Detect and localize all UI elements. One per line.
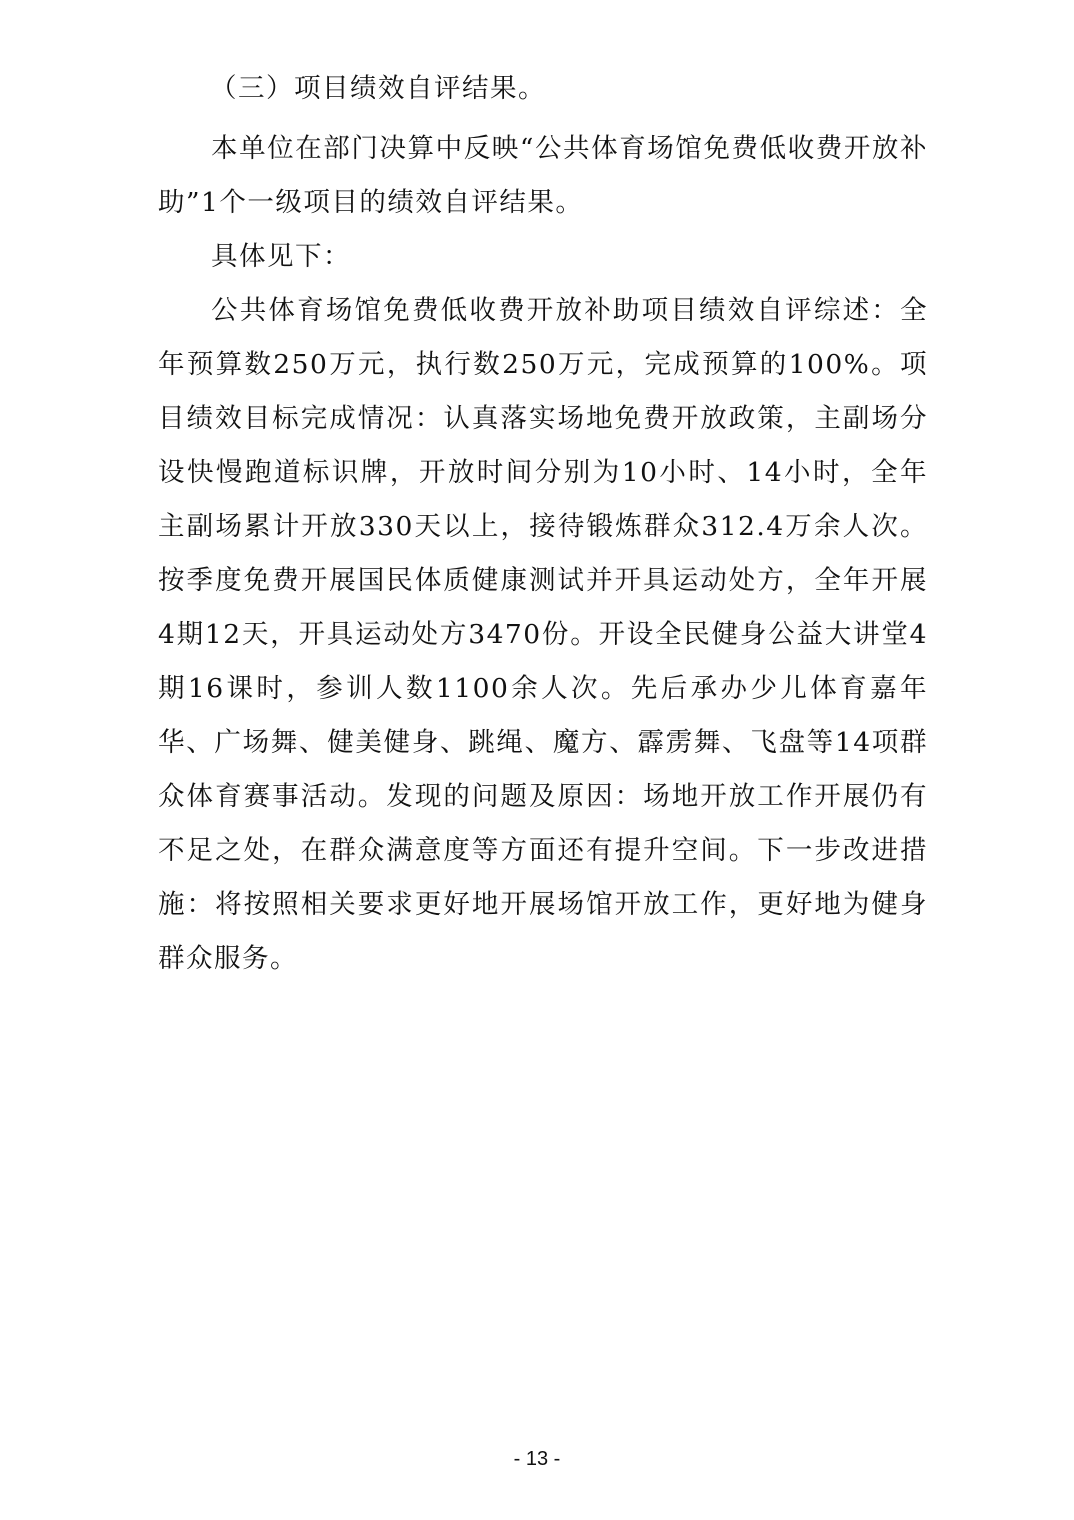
paragraph-project-summary: 公共体育场馆免费低收费开放补助项目绩效自评综述：全年预算数250万元，执行数250万元，完成预算的100%。项目绩效目标完成情况：认真落实场地免费开放政策，主副场分设快慢跑道标识牌，开放时间分别为10小时、14小时，全年主副场累计开放330天以上，接待锻炼群众312.4万余人次。按季度免费开展国民体质健康测试并开具运动处方，全年开展4期12天，开具运动处方3470份。开设全民健身公益大讲堂4期16课时，参训人数1100余人次。先后承办少儿体育嘉年华、广场舞、健美健身、跳绳、魔方、霹雳舞、飞盘等14项群众体育赛事活动。发现的问题及原因：场地开放工作开展仍有不足之处，在群众满意度等方面还有提升空间。下一步改进措施：将按照相关要求更好地开展场馆开放工作，更好地为健身群众服务。 (158, 295, 928, 974)
paragraph-intro: 本单位在部门决算中反映“公共体育场馆免费低收费开放补助”1个一级项目的绩效自评结果。 (158, 133, 928, 218)
document-body (158, 62, 928, 986)
page-number: - 13 - (513, 1448, 561, 1470)
paragraph-details-lead: 具体见下： (211, 241, 351, 272)
section-heading: （三）项目绩效自评结果。 (210, 73, 546, 104)
